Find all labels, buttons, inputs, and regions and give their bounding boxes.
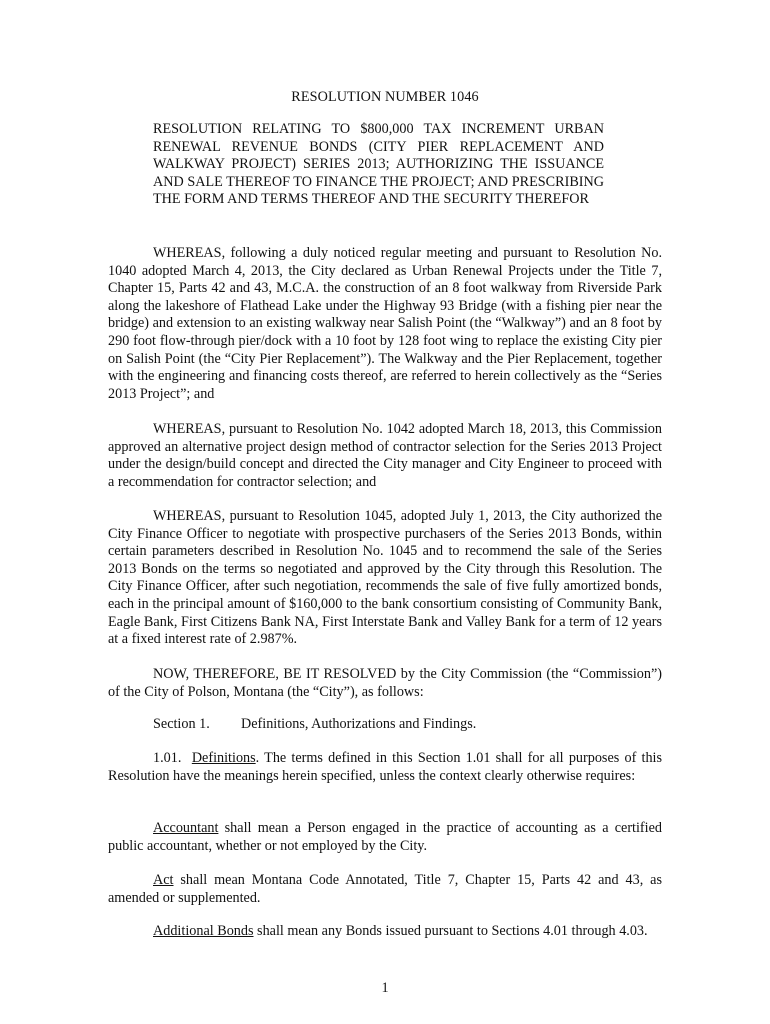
definition-act (108, 872, 662, 907)
definition-term: Accountant (153, 820, 219, 836)
page-number: 1 (381, 980, 389, 996)
definition-accountant (108, 820, 662, 855)
definition-text: shall mean any Bonds issued pursuant to Sections 4.01 through 4.03. (253, 923, 648, 939)
whereas-paragraph-3: WHEREAS, pursuant to Resolution 1045, adopted July 1, 2013, the City authorized the City Finance Officer to negotiate with prospective purchasers of the Series 2013 Bonds, within certain parameters described in Resolution No. 1045 and to recommend the sale of the Series 2013 Bonds on the terms so negotiated and approved by the City through this Resolution. The City Finance Officer, after such negotiation, recommends the sale of five fully amortized bonds, each in the principal amount of $160,000 to the bank consortium consisting of Community Bank, Eagle Bank, First Citizens Bank NA, First Interstate Bank and Valley Bank for a term of 12 years at a fixed interest rate of 2.987%. (108, 508, 662, 648)
whereas-paragraph-2: WHEREAS, pursuant to Resolution No. 1042 adopted March 18, 2013, this Commission approved an alternative project design method of contractor selection for the Series 2013 Project under the design/build concept and directed the City manager and City Engineer to proceed with a recommendation for contractor selection; and (108, 421, 662, 490)
section-title: Definitions, Authorizations and Findings. (241, 716, 477, 732)
definitions-intro-number: 1.01. (153, 750, 182, 766)
section-heading (153, 716, 476, 734)
definition-additional-bonds (108, 923, 662, 941)
definitions-intro-text: . The terms defined in this Section 1.01 shall for all purposes of this Resolution have the meanings herein specified, unless the context clearly otherwise requires: (108, 750, 663, 784)
definition-text: shall mean a Person engaged in the practice of accounting as a certified public accountant, whether or not employed by the City. (108, 820, 662, 854)
definition-term: Act (153, 872, 174, 888)
section-number: Section 1. (153, 716, 210, 732)
definition-text: shall mean Montana Code Annotated, Title 7, Chapter 15, Parts 42 and 43, as amended or supplemented. (108, 872, 662, 906)
definition-term: Additional Bonds (153, 923, 254, 939)
resolution-heading: RESOLUTION RELATING TO $800,000 TAX INCREMENT URBAN RENEWAL REVENUE BONDS (CITY PIER REPLACEMENT AND WALKWAY PROJECT) SERIES 2013; AUTHORIZING THE ISSUANCE AND SALE THEREOF TO FINANCE THE PROJECT; AND PRESCRIBING THE FORM AND TERMS THEREOF AND THE SECURITY THEREFOR (153, 121, 604, 208)
whereas-paragraph-1: WHEREAS, following a duly noticed regular meeting and pursuant to Resolution No. 1040 adopted March 4, 2013, the City declared as Urban Renewal Projects under the Title 7, Chapter 15, Parts 42 and 43, M.C.A. the construction of an 8 foot walkway from Riverside Park along the lakeshore of Flathead Lake under the Highway 93 Bridge (with a fishing pier near the bridge) and extension to an existing walkway near Salish Point (the “Walkway”) and an 8 foot by 290 foot flow-through pier/dock with a 10 foot by 128 foot wing to replace the existing City pier on Salish Point (the “City Pier Replacement”). The Walkway and the Pier Replacement, together with the engineering and financing costs thereof, are referred to herein collectively as the “Series 2013 Project”; and (108, 245, 662, 402)
resolution-title: RESOLUTION NUMBER 1046 (291, 89, 479, 105)
definitions-intro-paragraph (108, 750, 662, 785)
now-therefore-paragraph: NOW, THEREFORE, BE IT RESOLVED by the City Commission (the “Commission”) of the City of Polson, Montana (the “City”), as follows: (108, 666, 662, 700)
definitions-term: Definitions (191, 750, 256, 766)
